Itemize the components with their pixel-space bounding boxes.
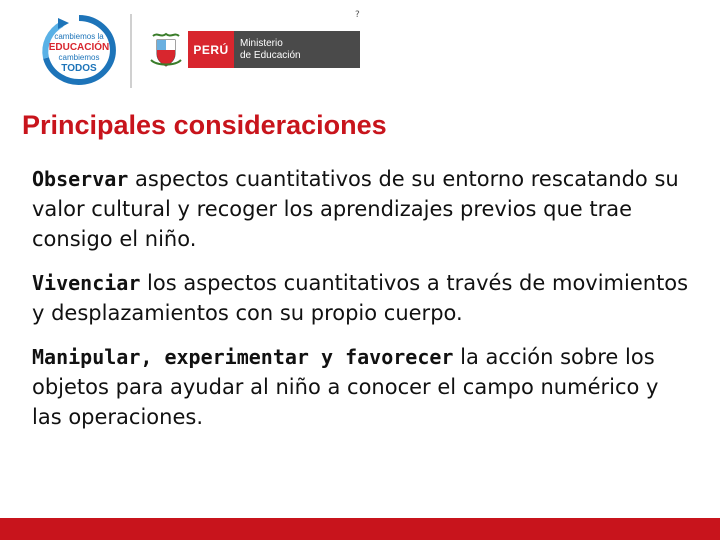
campaign-logo — [34, 12, 124, 87]
ministry-logo — [188, 31, 360, 68]
consideration-keyword: Manipular, experimentar y favorecer — [32, 345, 454, 369]
slide-header — [0, 0, 720, 95]
corner-mark: ? — [355, 10, 360, 20]
consideration-item — [32, 342, 692, 432]
consideration-text: los aspectos cuantitativos a través de movimientos y desplazamientos con su propio cuerpo. — [32, 271, 689, 325]
campaign-line2: EDUCACIÓN — [48, 42, 110, 53]
consideration-text: aspectos cuantitativos de su entorno rescatando su valor cultural y recoger los aprendizajes previos que trae consigo el niño. — [32, 167, 679, 251]
header-divider — [130, 14, 132, 88]
arrow-icon — [58, 18, 69, 29]
considerations-list — [32, 164, 692, 446]
ministry-name-line2: de Educación — [240, 49, 301, 61]
campaign-line1: cambiemos la — [54, 32, 104, 41]
consideration-item — [32, 268, 692, 328]
ministry-logo-name — [234, 31, 360, 68]
campaign-line3: cambiemos — [58, 53, 100, 62]
consideration-keyword: Vivenciar — [32, 271, 141, 295]
consideration-keyword: Observar — [32, 167, 129, 191]
consideration-item — [32, 164, 692, 254]
footer-bar — [0, 518, 720, 540]
ministry-name-line1: Ministerio — [240, 37, 283, 49]
ministry-logo-country: PERÚ — [188, 31, 234, 68]
campaign-line4: TODOS — [61, 63, 97, 74]
consideration-text: la acción sobre los objetos para ayudar al niño a conocer el campo numérico y las operaciones. — [32, 345, 659, 429]
slide-title: Principales consideraciones — [22, 110, 387, 140]
coat-of-arms-icon — [147, 30, 185, 70]
